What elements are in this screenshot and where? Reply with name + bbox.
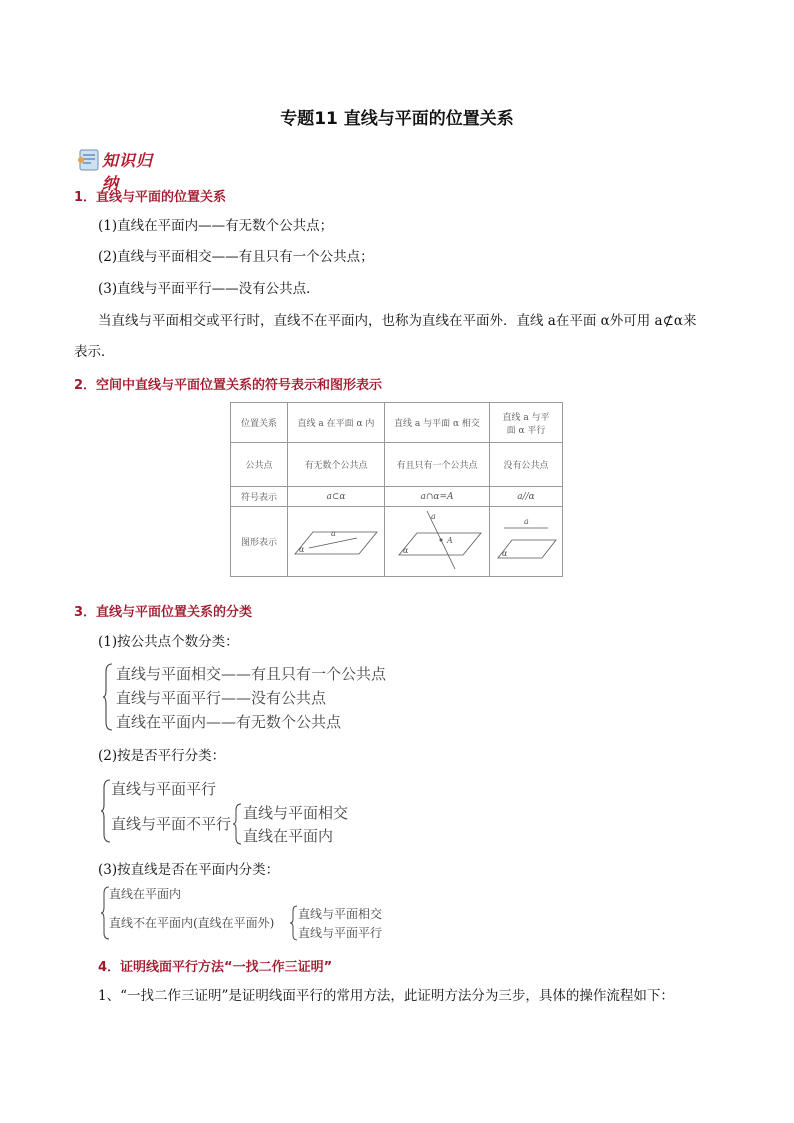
list2-mid: 直线与平面不平行 <box>111 815 232 833</box>
row-header-figure: 图形表示 <box>231 507 288 577</box>
section1-paragraph-line2: 表示． <box>74 344 115 360</box>
list3-mid: 直线不在平面内(直线在平面外) <box>109 916 275 930</box>
cell-parallel-line1: 直线 a 与平 <box>502 412 550 423</box>
cell-intersect: 直线 a 与平面 α 相交 <box>385 403 490 443</box>
section3-heading: 3．直线与平面位置关系的分类 <box>74 605 253 620</box>
list1-item-2: 直线与平面平行——没有公共点 <box>116 689 327 707</box>
section1-item-3: (3)直线与平面平行——没有公共点． <box>98 281 320 297</box>
figure-in-plane <box>288 507 385 577</box>
brace-icon <box>102 662 114 732</box>
relation-table <box>230 402 563 577</box>
cell-one-point: 有且只有一个公共点 <box>385 443 490 487</box>
section3-sub3: (3)按直线是否在平面内分类： <box>98 862 280 878</box>
section4-heading: 4．证明线面平行方法“一找二作三证明” <box>98 960 333 975</box>
figure-line-parallel <box>492 510 560 570</box>
list1-item-3: 直线在平面内——有无数个公共点 <box>116 713 342 731</box>
section2-heading: 2．空间中直线与平面位置关系的符号表示和图形表示 <box>74 378 383 393</box>
section3-sub1: (1)按公共点个数分类： <box>98 634 239 650</box>
list2-sub-1: 直线与平面相交 <box>243 804 349 822</box>
cell-symbol-intersect: a∩α=A <box>385 487 490 507</box>
cell-parallel <box>490 403 563 443</box>
label-a: a <box>431 512 436 521</box>
figure-line-intersect <box>389 507 485 573</box>
list1-item-1: 直线与平面相交——有且只有一个公共点 <box>116 665 387 683</box>
cell-in-plane: 直线 a 在平面 α 内 <box>288 403 385 443</box>
list2-sub-2: 直线在平面内 <box>243 827 334 845</box>
label-alpha: α <box>502 549 508 558</box>
list2-top: 直线与平面平行 <box>111 780 217 798</box>
book-icon <box>74 147 104 173</box>
label-alpha: α <box>299 545 305 554</box>
page-title: 专题11 直线与平面的位置关系 <box>280 109 514 129</box>
brace-icon <box>289 904 298 942</box>
row-header-position: 位置关系 <box>231 403 288 443</box>
list3-sub-1: 直线与平面相交 <box>298 907 383 921</box>
cell-no-point: 没有公共点 <box>490 443 563 487</box>
section4-paragraph: 1、“一找二作三证明”是证明线面平行的常用方法，此证明方法分为三步，具体的操作流程如下： <box>98 988 674 1004</box>
cell-infinite-points: 有无数个公共点 <box>288 443 385 487</box>
badge-label: 知识归纳 <box>102 151 154 193</box>
section1-paragraph-line1: 当直线与平面相交或平行时，直线不在平面内，也称为直线在平面外．直线 a在平面 α外可用 a⊄α来 <box>98 313 697 329</box>
label-a: a <box>331 529 336 538</box>
label-alpha: α <box>403 546 409 555</box>
cell-parallel-line2: 面 α 平行 <box>506 425 546 436</box>
knowledge-badge <box>74 147 162 193</box>
label-a: a <box>524 517 529 526</box>
figure-line-in-plane <box>291 510 381 570</box>
section3-sub2: (2)按是否平行分类： <box>98 748 226 764</box>
row-header-symbol: 符号表示 <box>231 487 288 507</box>
section1-item-2: (2)直线与平面相交——有且只有一个公共点； <box>98 249 374 265</box>
label-A: A <box>447 536 453 545</box>
row-header-common-points: 公共点 <box>231 443 288 487</box>
cell-symbol-parallel: a//α <box>490 487 563 507</box>
list3-sub-2: 直线与平面平行 <box>298 926 383 940</box>
figure-intersect <box>385 507 490 577</box>
list3-top: 直线在平面内 <box>109 887 182 901</box>
brace-icon <box>232 802 242 846</box>
section1-item-1: (1)直线在平面内——有无数个公共点； <box>98 218 334 234</box>
cell-symbol-subset: a⊂α <box>288 487 385 507</box>
figure-parallel <box>490 507 563 577</box>
section1-heading: 1．直线与平面的位置关系 <box>74 190 227 205</box>
